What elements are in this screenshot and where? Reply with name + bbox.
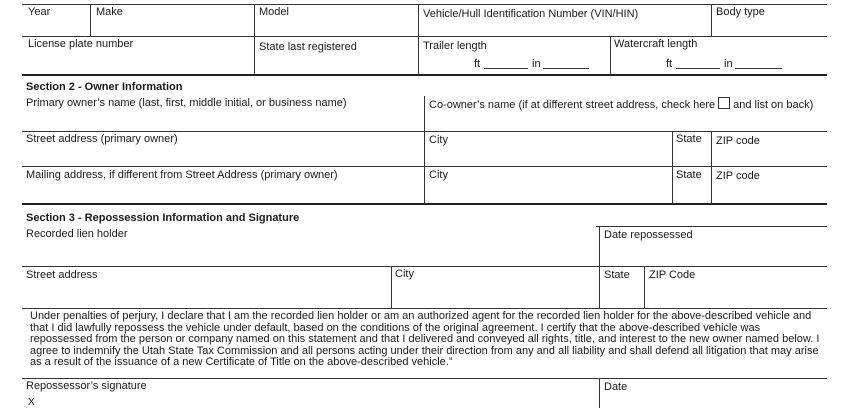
model-field[interactable] <box>258 20 418 36</box>
city-label: City <box>429 134 448 146</box>
state-last-registered-label: State last registered <box>259 41 357 53</box>
co-owner-label-text: Co-owner’s name (if at different street address, check here <box>429 99 716 111</box>
section-rule <box>22 74 827 76</box>
vin-label: Vehicle/Hull Identification Number (VIN/HIN) <box>423 8 639 20</box>
body-type-field[interactable] <box>715 20 829 36</box>
watercraft-in-field[interactable] <box>735 58 782 69</box>
state-field[interactable] <box>603 286 645 304</box>
zip-field[interactable] <box>715 148 829 166</box>
divider <box>254 4 255 74</box>
divider <box>391 266 392 308</box>
make-field[interactable] <box>94 20 254 36</box>
license-plate-label: License plate number <box>28 38 134 50</box>
street-address-field[interactable] <box>26 286 390 304</box>
state-last-registered-field[interactable] <box>258 56 418 72</box>
year-label: Year <box>28 6 51 18</box>
signature-x-mark: X <box>28 397 35 408</box>
mailing-city-field[interactable] <box>428 184 672 202</box>
year-field[interactable] <box>26 20 90 36</box>
state-field[interactable] <box>675 148 712 166</box>
divider <box>599 378 600 408</box>
city-field[interactable] <box>428 148 672 166</box>
street-primary-field[interactable] <box>26 148 424 166</box>
city-field[interactable] <box>395 286 599 304</box>
street-primary-label: Street address (primary owner) <box>26 133 178 145</box>
row-divider <box>22 166 827 167</box>
mailing-city-label: City <box>429 169 448 181</box>
divider <box>672 131 673 203</box>
mailing-zip-label: ZIP code <box>716 170 760 182</box>
vin-field[interactable] <box>422 22 711 36</box>
lien-holder-label: Recorded lien holder <box>26 228 128 240</box>
street-address-label: Street address <box>26 269 98 281</box>
watercraft-in-label: in <box>724 58 733 70</box>
section-3-title: Section 3 - Repossession Information and Signature <box>26 212 300 224</box>
watercraft-length-label: Watercraft length <box>614 38 698 50</box>
mailing-zip-field[interactable] <box>715 184 829 202</box>
mailing-state-label: State <box>676 169 702 181</box>
divider <box>610 36 611 74</box>
top-border <box>22 4 827 5</box>
make-label: Make <box>96 6 123 18</box>
co-owner-label <box>429 97 813 112</box>
lien-holder-field[interactable] <box>26 245 598 263</box>
section-rule <box>22 203 827 205</box>
state-label: State <box>604 269 630 281</box>
city-label: City <box>395 268 414 280</box>
model-label: Model <box>259 6 289 18</box>
row-divider <box>22 308 827 309</box>
section-2-title: Section 2 - Owner Information <box>26 81 183 93</box>
license-plate-field[interactable] <box>26 54 254 72</box>
row-divider <box>22 36 827 37</box>
mailing-address-label: Mailing address, if different from Street Address (primary owner) <box>26 169 338 181</box>
date-repossessed-label: Date repossessed <box>604 229 693 241</box>
row-divider <box>22 266 827 267</box>
date-label: Date <box>604 381 628 393</box>
trailer-ft-label: ft <box>474 58 481 70</box>
perjury-declaration: Under penalties of perjury, I declare that I am the recorded lien holder or am an authorized agent for the recorded lien holder for the above-described vehicle and that I did lawfully repossess the vehicle under default, based on the conditions of the original agreement. I certify that the above-described vehicle was repossessed from the person or company named on this statement and that I delivered and conveyed all rights, title, and interest to the new owner named below. I agree to indemnify the Utah State Tax Commission and all persons acting under their direction from any and all liability and shall defend all litigation that may arise as a result of the issuance of a new Certificate of Title on the above-described vehicle.” <box>30 310 820 369</box>
divider <box>418 4 419 74</box>
date-repossessed-field[interactable] <box>603 245 829 263</box>
trailer-length-label: Trailer length <box>423 40 487 52</box>
zip-label: ZIP Code <box>649 269 696 281</box>
row-divider <box>596 226 827 227</box>
watercraft-ft-label: ft <box>666 58 673 70</box>
divider <box>90 4 91 36</box>
divider <box>424 96 425 203</box>
signature-label: Repossessor’s signature <box>26 380 147 392</box>
divider <box>711 4 712 36</box>
mailing-state-field[interactable] <box>675 184 712 202</box>
co-owner-field[interactable] <box>428 112 827 130</box>
trailer-ft-field[interactable] <box>484 58 528 69</box>
trailer-in-field[interactable] <box>543 58 589 69</box>
row-divider <box>22 378 827 379</box>
different-address-checkbox[interactable] <box>718 97 730 109</box>
row-divider <box>22 131 827 132</box>
state-label: State <box>676 133 702 145</box>
primary-owner-label: Primary owner’s name (last, first, middle initial, or business name) <box>26 97 347 109</box>
zip-label: ZIP code <box>716 135 760 147</box>
divider <box>599 226 600 308</box>
watercraft-ft-field[interactable] <box>676 58 720 69</box>
co-owner-label-suffix: and list on back) <box>733 99 814 111</box>
zip-field[interactable] <box>648 286 829 304</box>
mailing-address-field[interactable] <box>26 184 424 202</box>
trailer-in-label: in <box>532 58 541 70</box>
body-type-label: Body type <box>716 6 765 18</box>
primary-owner-field[interactable] <box>26 112 424 130</box>
